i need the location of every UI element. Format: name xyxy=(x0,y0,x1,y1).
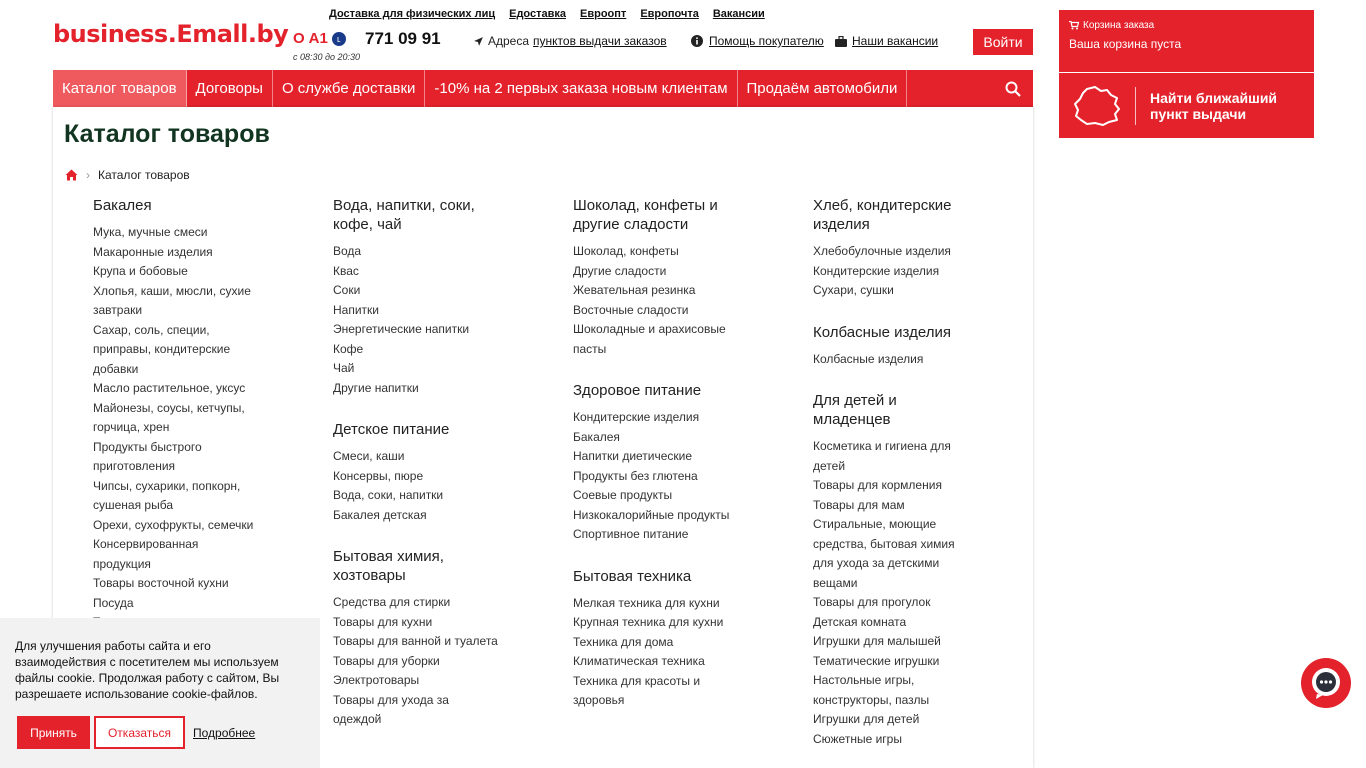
operator-icons xyxy=(293,30,346,47)
category-link[interactable]: Кофе xyxy=(333,341,364,356)
category-title[interactable]: Для детей и младенцев xyxy=(813,392,897,428)
category-link[interactable]: Хлопья, каши, мюсли, сухие завтраки xyxy=(93,283,251,317)
category-link[interactable]: Крупа и бобовые xyxy=(93,264,188,278)
category-block xyxy=(573,567,738,711)
category-block xyxy=(333,547,498,730)
cart-widget[interactable] xyxy=(1059,10,1314,72)
category-link[interactable]: Чипсы, сухарики, попкорн, сушеная рыба xyxy=(93,478,241,512)
main-nav xyxy=(53,70,1033,107)
category-link[interactable]: Низкокалорийные продукты xyxy=(573,507,730,522)
category-link[interactable]: Соки xyxy=(333,283,361,297)
cookie-text: Для улучшения работы сайта и его взаимодействия с посетителем мы используем файлы cookie. Продолжая работу с сайтом, Вы разрешаете использование cookie-файлов. xyxy=(15,639,280,701)
cart-icon xyxy=(1069,21,1079,30)
category-title[interactable]: Бакалея xyxy=(93,197,152,214)
category-link[interactable]: Сухари, сушки xyxy=(813,283,894,297)
pickup-line-2: пункт выдачи xyxy=(1150,105,1247,122)
category-link[interactable]: Товары для ухода за одеждой xyxy=(333,692,449,726)
category-link[interactable]: Игрушки для малышей xyxy=(813,634,941,648)
category-link[interactable]: Электротовары xyxy=(333,673,420,687)
category-link[interactable]: Кондитерские изделия xyxy=(573,410,700,424)
category-title[interactable]: Бытовая химия, хозтовары xyxy=(333,548,444,584)
accept-cookies-button[interactable]: Принять xyxy=(17,716,90,749)
category-link[interactable]: Колбасные изделия xyxy=(813,351,924,366)
chat-button[interactable] xyxy=(1301,658,1351,708)
help-block xyxy=(691,34,824,48)
category-title[interactable]: Колбасные изделия xyxy=(813,323,951,341)
work-hours: с 08:30 до 20:30 xyxy=(293,52,361,62)
location-arrow-icon xyxy=(473,36,484,47)
category-link[interactable]: Другие сладости xyxy=(573,263,667,278)
search-icon xyxy=(1005,81,1021,97)
chat-bubble-icon xyxy=(1308,665,1344,701)
category-link[interactable]: Майонезы, соусы, кетчупы, горчица, хрен xyxy=(93,400,245,434)
category-link[interactable]: Мука, мучные смеси xyxy=(93,225,208,239)
nav-discount[interactable]: -10% на 2 первых заказа новым клиентам xyxy=(425,70,737,107)
category-link[interactable]: Товары для ванной и туалета xyxy=(333,634,498,648)
pickup-points-link[interactable]: пунктов выдачи заказов xyxy=(533,34,667,48)
category-link[interactable]: Мелкая техника для кухни xyxy=(573,595,720,610)
category-link[interactable]: Посуда xyxy=(93,595,134,610)
login-button[interactable]: Войти xyxy=(973,29,1033,55)
category-link[interactable]: Бакалея xyxy=(573,429,620,444)
category-link[interactable]: Хлебобулочные изделия xyxy=(813,244,951,258)
category-link[interactable]: Напитки диетические xyxy=(573,449,693,463)
category-link[interactable]: Товары для прогулок xyxy=(813,595,931,609)
category-link[interactable]: Шоколад, конфеты xyxy=(573,244,679,258)
category-link[interactable]: Техника для красоты и здоровья xyxy=(573,673,701,707)
top-link-delivery[interactable]: Доставка для физических лиц xyxy=(329,8,496,20)
cookie-actions xyxy=(17,716,255,749)
top-link-evroopt[interactable]: Евроопт xyxy=(580,8,627,20)
category-link[interactable]: Квас xyxy=(333,263,359,278)
cart-title: Корзина заказа xyxy=(1083,20,1155,31)
nav-catalog[interactable]: Каталог товаров xyxy=(53,70,187,107)
category-link[interactable]: Бакалея детская xyxy=(333,507,427,522)
address-label: Адреса xyxy=(488,34,530,48)
category-link[interactable]: Тематические игрушки xyxy=(813,653,940,668)
category-link[interactable]: Настольные игры, конструкторы, пазлы xyxy=(813,673,930,707)
category-link[interactable]: Игрушки для детей xyxy=(813,712,920,726)
a1-icon: А1 xyxy=(308,30,328,47)
category-link[interactable]: Товары для мам xyxy=(813,497,905,512)
category-link[interactable]: Климатическая техника xyxy=(573,654,705,668)
category-link[interactable]: Товары для уборки xyxy=(333,653,440,668)
category-link[interactable]: Масло растительное, уксус xyxy=(93,381,246,395)
cookie-more-link[interactable]: Подробнее xyxy=(193,725,256,740)
category-link[interactable]: Сюжетные игры xyxy=(813,731,902,746)
chevron-right-icon: › xyxy=(86,168,90,182)
category-title[interactable]: Шоколад, конфеты и другие сладости xyxy=(573,197,718,233)
category-link[interactable]: Макаронные изделия xyxy=(93,244,213,259)
nav-contracts[interactable]: Договоры xyxy=(187,70,273,107)
category-link[interactable]: Жевательная резинка xyxy=(573,283,696,297)
life-icon: ʟ xyxy=(332,32,346,46)
top-link-vacancies[interactable]: Вакансии xyxy=(712,8,765,20)
category-block xyxy=(573,196,738,359)
category-link[interactable]: Консервированная продукция xyxy=(93,537,199,571)
category-link[interactable]: Соевые продукты xyxy=(573,488,673,502)
category-link[interactable]: Орехи, сухофрукты, семечки xyxy=(93,517,254,532)
catalog-column xyxy=(333,196,498,752)
category-link[interactable]: Консервы, пюре xyxy=(333,468,424,483)
cart-title-row xyxy=(1069,20,1304,31)
category-block xyxy=(813,323,978,370)
category-block xyxy=(813,196,978,301)
category-link[interactable]: Кондитерские изделия xyxy=(813,263,940,278)
pickup-line-1: Найти ближайший xyxy=(1150,89,1278,106)
category-link[interactable]: Сахар, соль, специи, приправы, кондитерские добавки xyxy=(93,322,231,376)
find-pickup-button[interactable] xyxy=(1059,73,1314,138)
category-link[interactable]: Крупная техника для кухни xyxy=(573,615,724,629)
category-link[interactable]: Техника для дома xyxy=(573,634,674,649)
category-link[interactable]: Стиральные, моющие средства, бытовая химия для ухода за детскими вещами xyxy=(813,517,955,590)
category-block xyxy=(573,381,738,545)
category-link[interactable]: Продукты без глютена xyxy=(573,468,698,483)
category-block xyxy=(333,420,498,525)
decline-cookies-button[interactable]: Отказаться xyxy=(94,716,185,749)
cart-status: Ваша корзина пуста xyxy=(1069,37,1182,51)
top-link-evropochta[interactable]: Европочта xyxy=(640,8,699,20)
page-title: Каталог товаров xyxy=(64,120,270,148)
info-icon xyxy=(691,35,703,47)
mts-icon: О xyxy=(293,30,305,47)
pickup-text xyxy=(1150,90,1277,122)
category-title[interactable]: Бытовая техника xyxy=(573,567,692,585)
category-link[interactable]: Средства для стирки xyxy=(333,595,451,609)
search-button[interactable] xyxy=(993,70,1033,107)
category-title[interactable]: Здоровое питание xyxy=(573,382,702,399)
category-link[interactable]: Восточные сладости xyxy=(573,302,689,317)
cookie-banner xyxy=(0,618,320,768)
belarus-map-icon xyxy=(1073,86,1121,126)
phone-number[interactable]: 771 09 91 xyxy=(365,29,441,48)
category-link[interactable]: Спортивное питание xyxy=(573,527,689,541)
vacancies-link[interactable]: Наши вакансии xyxy=(852,34,939,48)
top-link-edostavka[interactable]: Едоставка xyxy=(509,8,567,20)
nav-delivery-service[interactable]: О службе доставки xyxy=(273,70,425,107)
category-block xyxy=(813,391,978,749)
category-link[interactable]: Товары для кухни xyxy=(333,614,433,629)
vacancies-block xyxy=(835,34,938,48)
category-link[interactable]: Товары восточной кухни xyxy=(93,576,229,590)
category-link[interactable]: Напитки xyxy=(333,302,379,317)
help-link[interactable]: Помощь покупателю xyxy=(709,34,824,48)
category-link[interactable]: Шоколадные и арахисовые пасты xyxy=(573,322,726,356)
site-logo[interactable]: business.Emall.by xyxy=(53,20,289,48)
breadcrumb xyxy=(65,168,190,182)
category-block xyxy=(93,196,258,633)
category-link[interactable]: Другие напитки xyxy=(333,380,419,395)
divider xyxy=(1135,87,1136,125)
category-link[interactable]: Чай xyxy=(333,361,355,375)
briefcase-icon xyxy=(835,36,847,47)
category-link[interactable]: Энергетические напитки xyxy=(333,322,470,336)
category-title[interactable]: Вода, напитки, соки, кофе, чай xyxy=(333,197,475,233)
category-link[interactable]: Вода, соки, напитки xyxy=(333,488,444,502)
address-block xyxy=(473,34,667,48)
catalog-column xyxy=(813,196,978,768)
category-link[interactable]: Товары для кормления xyxy=(813,478,942,492)
category-link[interactable]: Детская комната xyxy=(813,614,907,629)
category-link[interactable]: Смеси, каши xyxy=(333,449,405,463)
category-link[interactable]: Косметика и гигиена для детей xyxy=(813,439,951,473)
category-link[interactable]: Вода xyxy=(333,244,362,258)
category-link[interactable]: Продукты быстрого приготовления xyxy=(93,439,202,473)
category-title[interactable]: Детское питание xyxy=(333,421,450,438)
category-title[interactable]: Хлеб, кондитерские изделия xyxy=(813,197,952,233)
nav-cars[interactable]: Продаём автомобили xyxy=(738,70,908,107)
home-icon[interactable] xyxy=(65,169,78,181)
breadcrumb-current: Каталог товаров xyxy=(98,168,190,182)
catalog-column xyxy=(93,196,258,655)
catalog-column xyxy=(573,196,738,733)
top-links xyxy=(329,8,765,20)
category-block xyxy=(333,196,498,398)
